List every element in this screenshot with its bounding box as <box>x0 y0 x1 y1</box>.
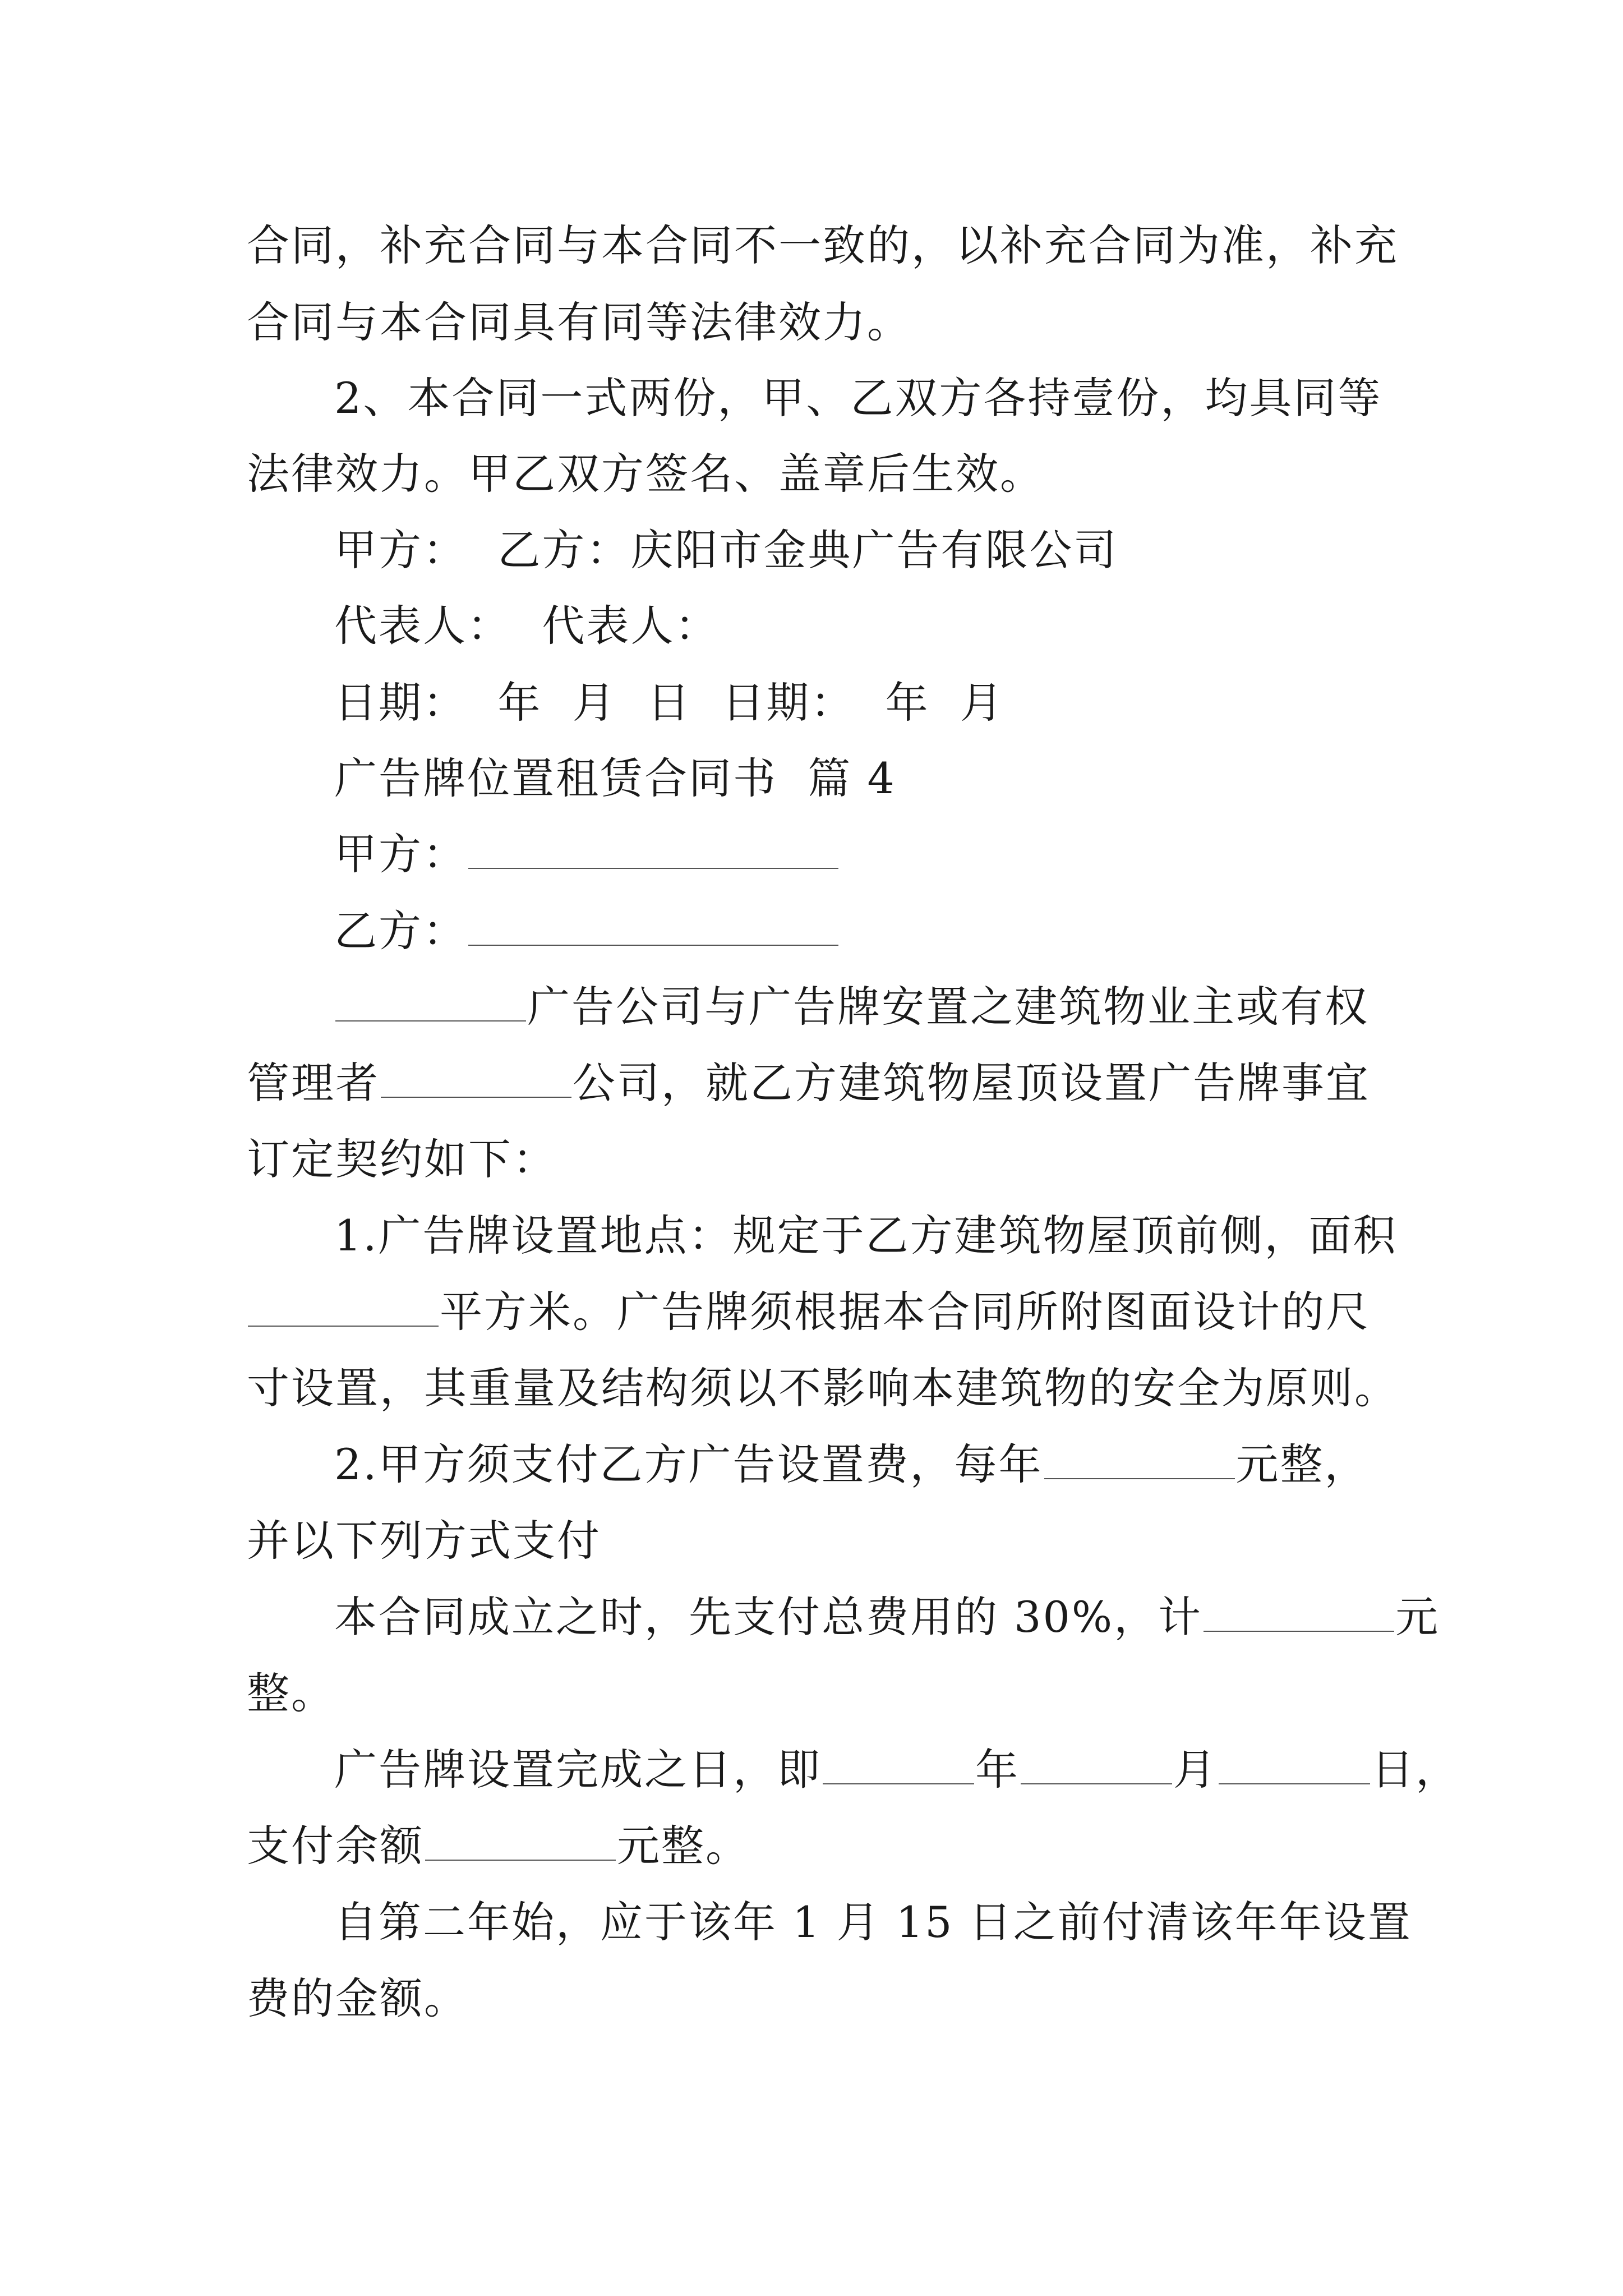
text-segment: 广告公司与广告牌安置之建筑物业主或有权 <box>527 982 1369 1032</box>
text-segment: 月 <box>1173 1745 1218 1795</box>
text-segment: 平方米。广告牌须根据本合同所附图面设计的尺 <box>440 1287 1370 1337</box>
fill-in-blank <box>381 1085 571 1098</box>
text-segment: 代表人： 代表人： <box>334 601 720 651</box>
text-segment: 甲方： <box>334 829 467 879</box>
text-segment: 广告牌设置完成之日，即 <box>334 1745 822 1795</box>
fill-in-blank <box>1044 1467 1235 1479</box>
signature-date-line <box>334 672 1623 734</box>
text-segment: 公司，就乙方建筑物屋顶设置广告牌事宜 <box>573 1058 1370 1108</box>
text-segment: 费的金额。 <box>247 1973 468 2023</box>
text-line <box>247 443 1623 505</box>
text-segment: 甲方： 乙方：庆阳市金典广告有限公司 <box>334 525 1118 575</box>
text-segment: 整。 <box>247 1668 335 1718</box>
text-segment: 1.广告牌设置地点：规定于乙方建筑物屋顶前侧，面积 <box>334 1211 1398 1260</box>
text-segment: 元整， <box>1235 1439 1369 1489</box>
fill-in-blank <box>468 857 838 869</box>
text-line <box>334 1739 1623 1801</box>
party-a-field <box>334 823 1623 885</box>
text-segment: 法律效力。甲乙双方签名、盖章后生效。 <box>247 449 1044 499</box>
text-line <box>247 1968 1623 2030</box>
text-line <box>247 1129 1623 1190</box>
fill-in-blank <box>248 1314 439 1327</box>
text-line <box>334 976 1623 1038</box>
signature-representatives-line <box>334 595 1623 657</box>
fill-in-blank <box>335 1009 526 1022</box>
text-segment: 广告牌位置租赁合同书 篇 4 <box>334 753 896 803</box>
text-segment: 合同与本合同具有同等法律效力。 <box>247 297 911 347</box>
text-segment: 元整。 <box>617 1821 750 1871</box>
text-segment: 管理者 <box>247 1058 380 1108</box>
party-b-field <box>334 900 1623 962</box>
text-segment: 乙方： <box>334 906 467 956</box>
text-line <box>334 1586 1623 1648</box>
text-segment: 并以下列方式支付 <box>247 1516 601 1566</box>
text-line <box>247 1281 1623 1343</box>
signature-parties-line <box>334 519 1623 581</box>
fill-in-blank <box>1219 1772 1370 1784</box>
text-segment: 日期： 年 月 日 日期： 年 月 <box>334 678 1004 728</box>
text-line <box>247 1663 1623 1724</box>
fill-in-blank <box>425 1848 616 1861</box>
fill-in-blank <box>823 1772 974 1784</box>
fill-in-blank <box>1204 1619 1394 1632</box>
text-line <box>334 1434 1623 1496</box>
text-segment: 合同，补充合同与本合同不一致的，以补充合同为准，补充 <box>247 220 1399 270</box>
text-segment: 订定契约如下： <box>247 1134 557 1184</box>
text-line <box>247 1052 1623 1114</box>
text-line <box>247 1815 1623 1877</box>
text-line <box>247 215 1623 277</box>
text-segment: 支付余额 <box>247 1821 424 1871</box>
text-segment: 元 <box>1395 1592 1440 1642</box>
section-heading <box>334 748 1623 809</box>
text-line <box>247 292 1623 353</box>
text-segment: 本合同成立之时，先支付总费用的 30%，计 <box>334 1592 1203 1642</box>
text-line <box>334 1892 1623 1953</box>
text-segment: 2.甲方须支付乙方广告设置费，每年 <box>334 1439 1043 1489</box>
text-segment: 自第二年始，应于该年 1 月 15 日之前付清该年年设置 <box>334 1897 1412 1947</box>
fill-in-blank <box>1021 1772 1172 1784</box>
text-line <box>334 367 1623 429</box>
fill-in-blank <box>468 933 838 946</box>
text-segment: 年 <box>975 1745 1020 1795</box>
text-segment: 寸设置，其重量及结构须以不影响本建筑物的安全为原则。 <box>247 1363 1399 1413</box>
text-line <box>247 1510 1623 1572</box>
text-segment: 日， <box>1371 1745 1460 1795</box>
text-line <box>334 1205 1623 1267</box>
text-segment: 2、本合同一式两份，甲、乙双方各持壹份，均具同等 <box>334 373 1382 423</box>
text-line <box>247 1358 1623 1419</box>
